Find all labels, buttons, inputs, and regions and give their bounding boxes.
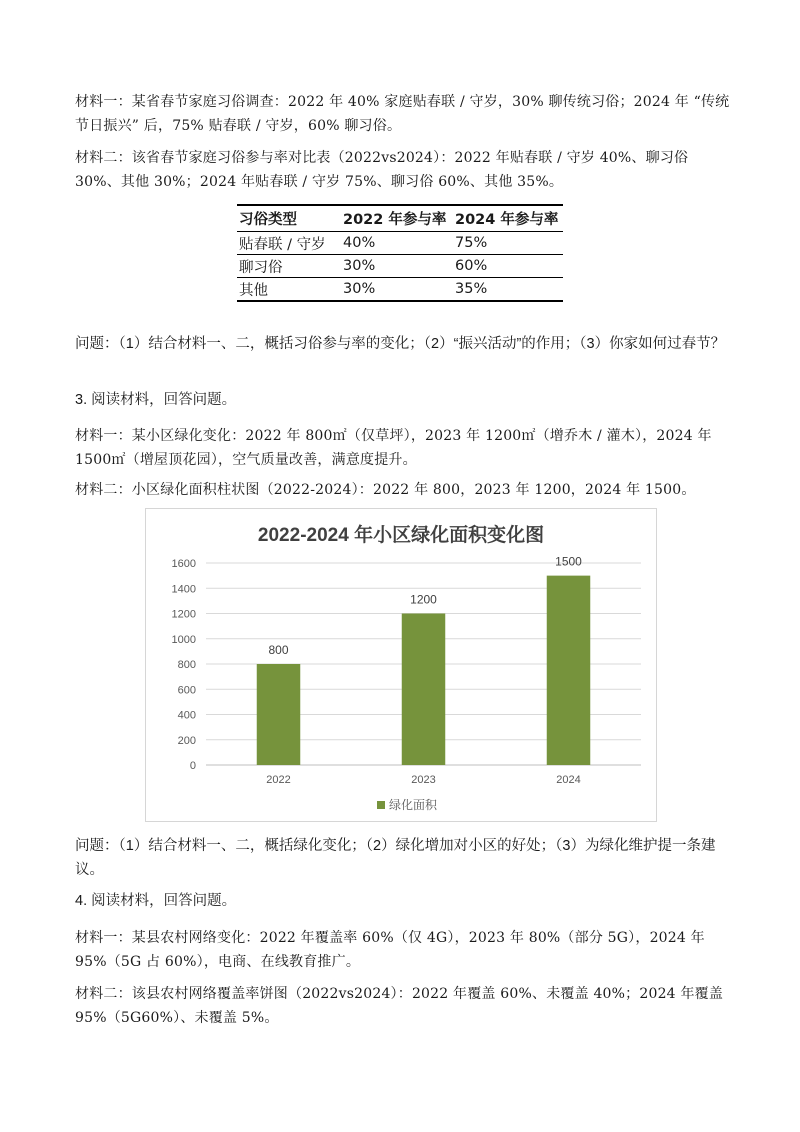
- q3-material-one: 材料一：某小区绿化变化：2022 年 800㎡（仅草坪），2023 年 1200㎡（增乔木 / 灌木），2024 年 1500㎡（增屋顶花园），空气质量改善，满意度提升。: [75, 428, 712, 468]
- q3-question: 问题：（1）结合材料一、二，概括绿化变化；（2）绿化增加对小区的好处；（3）为绿化维护提一条建议。: [75, 838, 716, 878]
- table-row: [237, 232, 563, 255]
- chart-title: 2022-2024 年小区绿化面积变化图: [257, 525, 545, 546]
- bar-chart-svg: [146, 509, 656, 821]
- y-tick-label: 1400: [171, 583, 196, 596]
- q4-material-one: 材料一：某县农村网络变化：2022 年覆盖率 60%（仅 4G），2023 年 80%（部分 5G），2024 年 95%（5G 占 60%），电商、在线教育推广。: [75, 930, 705, 970]
- custom-participation-table: [237, 204, 563, 302]
- table-header-cell: 习俗类型: [237, 205, 341, 232]
- table-cell: 贴春联 / 守岁: [237, 232, 341, 255]
- x-tick-label: 2022: [266, 774, 291, 786]
- data-label: 1200: [410, 592, 437, 607]
- y-tick-label: 0: [189, 760, 196, 772]
- y-tick-label: 200: [177, 734, 196, 747]
- y-tick-label: 400: [177, 709, 196, 722]
- data-label: 1500: [555, 554, 582, 569]
- table-row: [237, 255, 563, 278]
- y-tick-label: 1600: [171, 558, 196, 570]
- bar-2023: [402, 614, 446, 766]
- table-header-cell: 2024 年参与率: [453, 205, 563, 232]
- table-row: [237, 278, 563, 302]
- table-cell: 40%: [341, 232, 453, 255]
- table-header-row: [237, 205, 563, 232]
- q4-material-two: 材料二：该县农村网络覆盖率饼图（2022vs2024）：2022 年覆盖 60%、未覆盖 40%；2024 年覆盖 95%（5G60%）、未覆盖 5%。: [75, 986, 724, 1026]
- q3-heading: 3. 阅读材料，回答问题。: [75, 392, 237, 408]
- table-header-cell: 2022 年参与率: [341, 205, 453, 232]
- q2-material-two: 材料二：该省春节家庭习俗参与率对比表（2022vs2024）：2022 年贴春联 / 守岁 40%、聊习俗 30%、其他 30%；2024 年贴春联 / 守岁 75%、聊习俗 60%、其他 35%。: [75, 150, 689, 190]
- y-tick-label: 1000: [171, 633, 196, 646]
- table-cell: 30%: [341, 278, 453, 302]
- table-cell: 35%: [453, 278, 563, 302]
- q4-heading: 4. 阅读材料，回答问题。: [75, 893, 237, 909]
- q3-material-two: 材料二：小区绿化面积柱状图（2022-2024）：2022 年 800，2023 年 1200，2024 年 1500。: [75, 482, 696, 498]
- bar-2024: [547, 576, 591, 765]
- bar-2022: [257, 664, 301, 765]
- table-cell: 60%: [453, 255, 563, 278]
- table-cell: 30%: [341, 255, 453, 278]
- q2-material-one: 材料一：某省春节家庭习俗调查：2022 年 40% 家庭贴春联 / 守岁，30% 聊传统习俗；2024 年 “传统节日振兴” 后，75% 贴春联 / 守岁，60% 聊习俗。: [75, 94, 730, 134]
- x-tick-label: 2023: [411, 774, 436, 786]
- table-cell: 聊习俗: [237, 255, 341, 278]
- x-tick-label: 2024: [556, 774, 581, 786]
- y-tick-label: 1200: [171, 608, 196, 621]
- y-tick-label: 800: [177, 659, 196, 671]
- greening-area-chart: [145, 508, 657, 822]
- q2-question: 问题：（1）结合材料一、二，概括习俗参与率的变化；（2）“振兴活动”的作用；（3）你家如何过春节？: [75, 336, 726, 352]
- y-tick-label: 600: [177, 684, 196, 697]
- legend-swatch: [377, 801, 385, 809]
- legend-label: 绿化面积: [389, 798, 438, 812]
- table-cell: 75%: [453, 232, 563, 255]
- data-label: 800: [268, 643, 289, 657]
- table-cell: 其他: [237, 278, 341, 302]
